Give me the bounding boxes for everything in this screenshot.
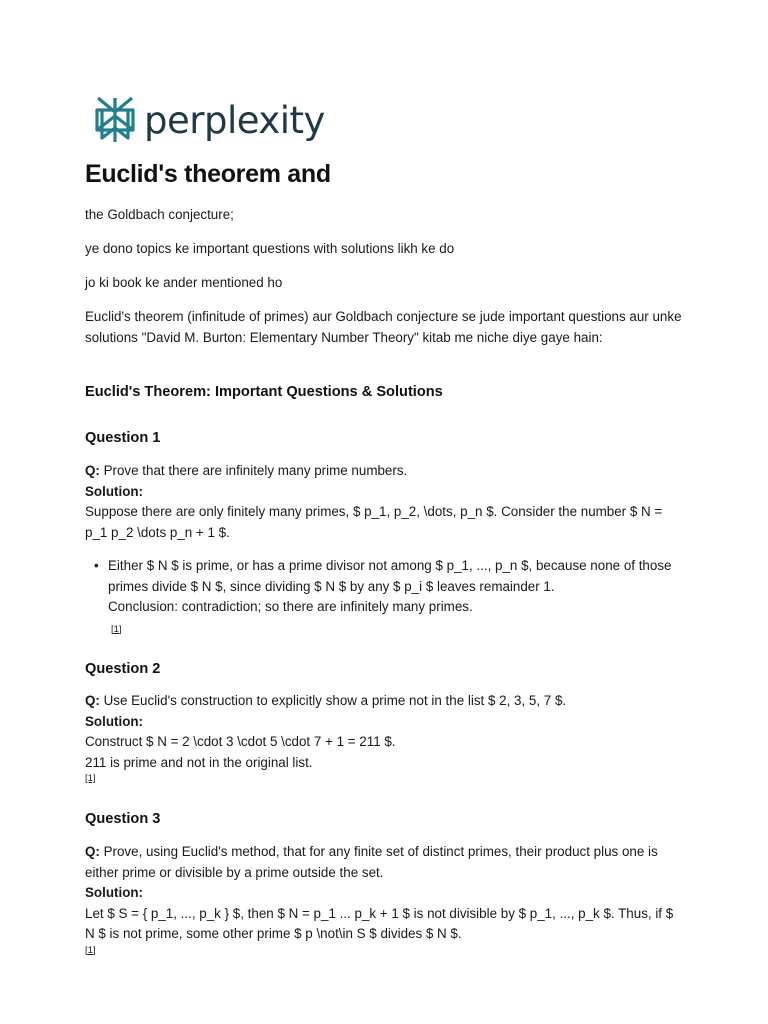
question-2-prompt <box>85 691 685 712</box>
brand-logo <box>94 94 325 146</box>
question-1-body <box>85 461 685 543</box>
citation-link[interactable]: [1] <box>85 773 96 784</box>
question-3-heading: Question 3 <box>85 811 161 827</box>
solution-text: Suppose there are only finitely many primes, $ p_1, p_2, \dots, p_n $. Consider the number $ N = p_1 p_2 \dots p_n + 1 $. <box>85 504 663 540</box>
intro-line-1: the Goldbach conjecture; <box>85 207 234 222</box>
solution-text-2: 211 is prime and not in the original list. <box>85 754 313 770</box>
bullet-line-2: Conclusion: contradiction; so there are infinitely many primes. <box>108 599 473 614</box>
question-2-body <box>85 691 685 788</box>
q-label: Q: <box>85 693 100 708</box>
solution-label: Solution: <box>85 713 144 729</box>
q-text: Prove that there are infinitely many prime numbers. <box>99 463 408 478</box>
question-1-heading: Question 1 <box>85 430 161 446</box>
intro-summary: Euclid's theorem (infinitude of primes) aur Goldbach conjecture se jude important questions aur unke solutions "David M. Burton: Elementary Number Theory" kitab me niche diye gaye hain: <box>85 309 682 345</box>
q-label: Q: <box>85 844 100 859</box>
section-heading: Euclid's Theorem: Important Questions & Solutions <box>85 384 443 400</box>
question-3-body <box>85 842 685 959</box>
intro-line-3: jo ki book ke ander mentioned ho <box>85 275 283 290</box>
brand-name: perplexity <box>144 98 325 142</box>
solution-text: Let $ S = { p_1, ..., p_k } $, then $ N = p_1 ... p_k + 1 $ is not divisible by $ p_1, ..., p_k $. Thus, if $ N $ is not prime, some other prime $ p \not\in S $ divides $ N $. <box>85 905 674 941</box>
solution-label: Solution: <box>85 483 144 499</box>
page-title: Euclid's theorem and <box>85 160 331 188</box>
question-1-bullets <box>108 556 678 638</box>
citation-link[interactable]: [1] <box>85 944 96 956</box>
question-1-prompt <box>85 461 685 482</box>
question-3-prompt <box>85 842 685 883</box>
q-text: Use Euclid's construction to explicitly show a prime not in the list $ 2, 3, 5, 7 $. <box>99 693 567 708</box>
q-text: Prove, using Euclid's method, that for any finite set of distinct primes, their product plus one is either prime or divisible by a prime outside the set. <box>85 844 658 880</box>
perplexity-logo-icon <box>94 94 136 146</box>
solution-text: Construct $ N = 2 \cdot 3 \cdot 5 \cdot 7 + 1 = 211 $. <box>85 734 396 749</box>
citation-link[interactable]: [1] <box>111 623 122 635</box>
intro-line-2: ye dono topics ke important questions with solutions likh ke do <box>85 241 455 256</box>
q-label: Q: <box>85 463 100 478</box>
bullet-line-1: • Either $ N $ is prime, or has a prime divisor not among $ p_1, ..., p_n $, because none of those primes divide $ N $, since dividing $ N $ by any $ p_i $ leaves remainder 1. <box>108 558 672 594</box>
question-2-heading: Question 2 <box>85 661 161 677</box>
solution-label: Solution: <box>85 885 144 900</box>
list-item <box>108 556 678 638</box>
